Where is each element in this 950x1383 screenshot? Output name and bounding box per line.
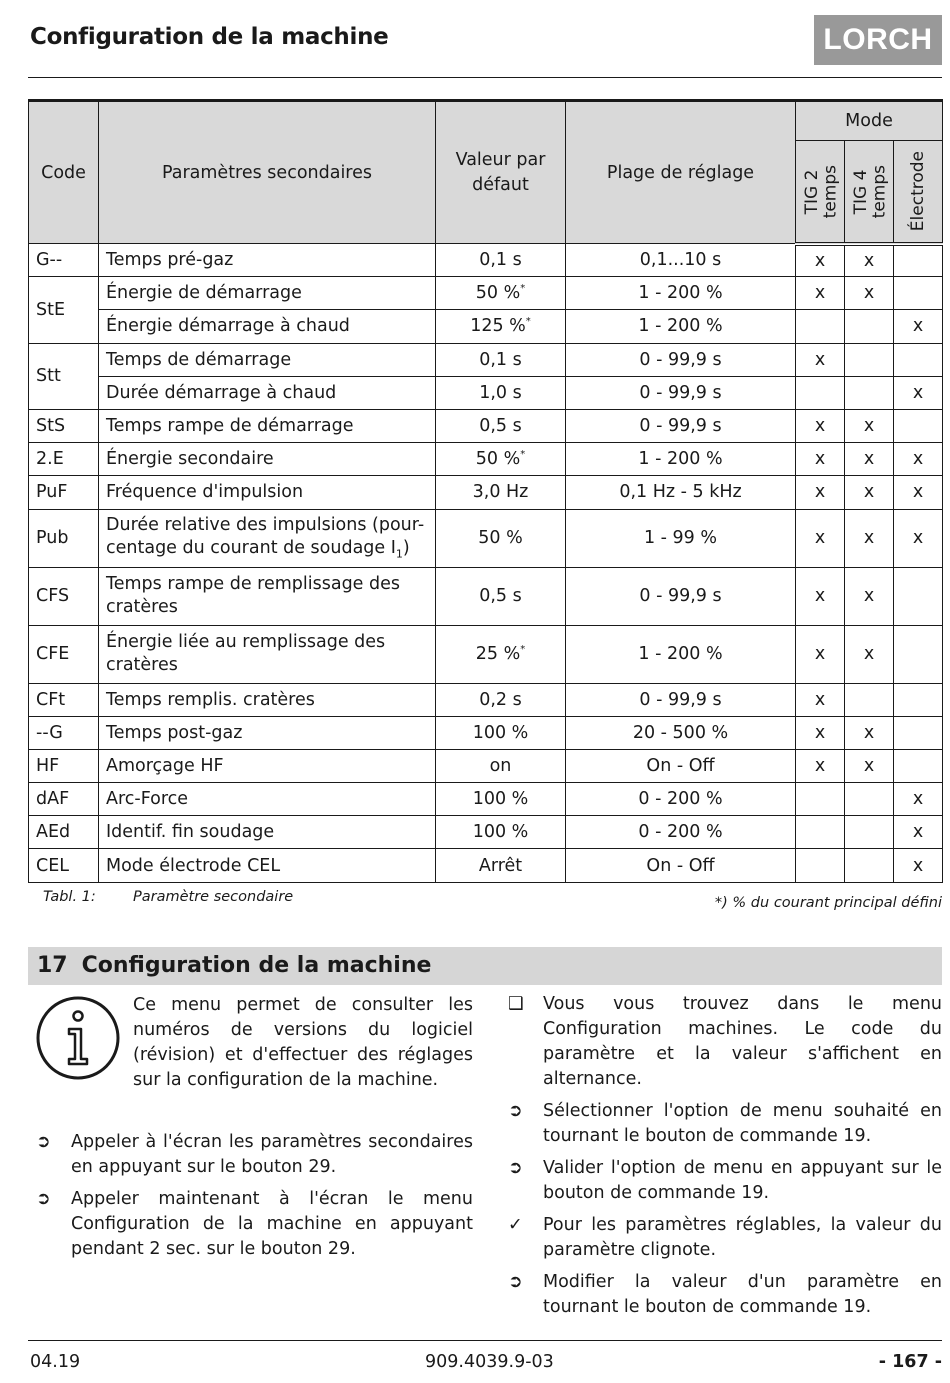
default-footnote-mark: * [525,316,531,328]
cell-mode-tig2: x [796,625,845,683]
cell-mode-electrode [894,409,943,442]
cell-param [99,343,436,376]
cell-code: Stt [29,343,99,409]
cell-mode-tig2: x [796,509,845,567]
cell-mode-tig2: x [796,244,845,277]
header-range: Plage de réglage [566,101,796,244]
footer-page-number: - 167 - [878,1352,942,1372]
instruction-text: Valider l'option de menu en appuyant sur le bouton de commande 19. [543,1158,942,1204]
header-mode-tig4 [845,141,894,244]
cell-mode-electrode: x [894,310,943,343]
instruction-text: Pour les paramètres réglables, la valeur du paramètre clignote. [543,1215,942,1261]
param-text: Énergie secondaire [106,449,274,470]
table-row [29,749,943,782]
page-title: Configuration de la machine [30,24,389,50]
cell-range: 0 - 99,9 s [566,409,796,442]
cell-range: 0 - 99,9 s [566,376,796,409]
cell-mode-tig4: x [845,509,894,567]
footer-divider [28,1340,942,1341]
cell-mode-tig2 [796,783,845,816]
table-row [29,716,943,749]
param-text: Temps post-gaz [106,722,243,743]
cell-param [99,244,436,277]
cell-code: CFS [29,567,99,625]
instruction-item [508,992,942,1092]
cell-mode-tig2: x [796,343,845,376]
cell-default [436,476,566,509]
default-value: 100 % [472,822,529,843]
cell-mode-electrode: x [894,783,943,816]
cell-param [99,783,436,816]
cell-range: On - Off [566,749,796,782]
cell-mode-electrode [894,716,943,749]
cell-code: CEL [29,849,99,882]
default-value: 0,1 s [479,250,522,271]
table-footnote: *) % du courant principal défini [714,895,942,911]
param-text: Temps pré-gaz [106,250,234,271]
header-default [436,101,566,244]
header-default-label: Valeur par défaut [455,150,546,195]
cell-default [436,310,566,343]
instruction-item [36,1187,473,1262]
secondary-parameters-table [28,99,943,883]
cell-default [436,277,566,310]
table-row [29,310,943,343]
cell-mode-tig4: x [845,716,894,749]
cell-mode-electrode [894,343,943,376]
header-mode-electrode [894,141,943,244]
cell-mode-tig4 [845,816,894,849]
header-divider [28,77,942,78]
cell-mode-tig2: x [796,476,845,509]
param-text: Identif. fin soudage [106,822,275,843]
default-value: 0,5 s [479,416,522,437]
param-text: Arc-Force [106,789,189,810]
cell-default [436,716,566,749]
default-value: 50 % [475,449,521,470]
table-row [29,625,943,683]
cell-mode-tig4: x [845,625,894,683]
cell-mode-electrode [894,244,943,277]
cell-default [436,683,566,716]
caption-label: Tabl. 1: [43,889,96,905]
cell-range: 0 - 99,9 s [566,567,796,625]
table-caption [43,889,293,905]
default-value: 25 % [475,643,521,664]
bullet-marker-icon: ➲ [36,1132,51,1152]
default-value: 0,2 s [479,689,522,710]
cell-code: PuF [29,476,99,509]
cell-default [436,749,566,782]
table-row [29,376,943,409]
cell-param [99,683,436,716]
table-row [29,849,943,882]
cell-param [99,716,436,749]
cell-param [99,625,436,683]
instruction-text: Modifier la valeur d'un paramètre en tournant le bouton de commande 19. [543,1272,942,1318]
default-value: 50 % [475,283,521,304]
default-value: 125 % [470,316,526,337]
table-row [29,343,943,376]
cell-default [436,625,566,683]
caption-text: Paramètre secondaire [133,889,294,905]
table-row [29,816,943,849]
cell-range: 20 - 500 % [566,716,796,749]
cell-mode-tig4: x [845,476,894,509]
cell-mode-tig4 [845,343,894,376]
header-code: Code [29,101,99,244]
cell-default [436,244,566,277]
cell-param [99,443,436,476]
param-text: Temps rampe de remplissage des cratères [106,574,401,617]
cell-default [436,849,566,882]
default-value: on [489,755,512,776]
cell-mode-tig4 [845,310,894,343]
cell-range: 1 - 200 % [566,625,796,683]
cell-range: On - Off [566,849,796,882]
cell-default [436,509,566,567]
param-subscript: 1 [395,547,403,561]
cell-mode-electrode: x [894,443,943,476]
section-intro: Ce menu permet de consulter les numéros de versions du logiciel (révision) et d'effectuer des réglages sur la configuration de la machine. [133,995,473,1091]
cell-mode-electrode [894,683,943,716]
header-mode: Mode [796,101,943,141]
param-text: Fréquence d'impulsion [106,482,304,503]
cell-default [436,816,566,849]
cell-mode-electrode [894,277,943,310]
cell-mode-tig4 [845,783,894,816]
brand-logo: LORCH [814,15,942,65]
cell-mode-tig2 [796,849,845,882]
default-value: 0,5 s [479,585,522,606]
default-value: Arrêt [478,855,523,876]
cell-range: 0 - 99,9 s [566,683,796,716]
bullet-marker-icon: ➲ [36,1189,51,1210]
bullet-marker-icon: ➲ [508,1158,523,1179]
param-text: Énergie de démarrage [106,283,302,304]
cell-default [436,443,566,476]
param-text: Amorçage HF [106,755,224,776]
param-text: Durée relative des impulsions (pour- centage du courant de soudage I [106,515,425,558]
cell-mode-tig4: x [845,409,894,442]
cell-mode-electrode [894,567,943,625]
cell-code: CFt [29,683,99,716]
default-footnote-mark: * [520,643,526,655]
table-row [29,443,943,476]
param-text: Temps rampe de démarrage [106,416,354,437]
cell-default [436,376,566,409]
bullet-marker-icon: ✓ [508,1215,523,1236]
cell-mode-tig2: x [796,277,845,310]
cell-code: StE [29,277,99,343]
cell-param [99,376,436,409]
cell-mode-tig4: x [845,277,894,310]
param-text: Temps remplis. cratères [106,689,315,710]
cell-default [436,783,566,816]
cell-code: G-- [29,244,99,277]
cell-mode-tig2: x [796,749,845,782]
cell-mode-tig4: x [845,244,894,277]
cell-code: dAF [29,783,99,816]
cell-range: 0 - 200 % [566,816,796,849]
cell-range: 1 - 200 % [566,277,796,310]
cell-param [99,849,436,882]
cell-code: AEd [29,816,99,849]
instructions-right [508,992,942,1327]
cell-param [99,409,436,442]
instruction-text: Vous vous trouvez dans le menu Configuration machines. Le code du paramètre et la valeur s'affichent en alternance. [543,994,942,1090]
instruction-text: Appeler maintenant à l'écran le menu Configuration de la machine en appuyant pendant 2 sec. sur le bouton 29. [71,1189,473,1260]
param-text: Mode électrode CEL [106,855,281,876]
default-footnote-mark: * [520,283,526,295]
cell-mode-tig2 [796,310,845,343]
mode-tig2-label: TIG 2 temps [802,164,841,218]
table-row [29,476,943,509]
instruction-text: Appeler à l'écran les paramètres secondaires en appuyant sur le bouton 29. [71,1132,473,1178]
cell-mode-tig2 [796,816,845,849]
cell-mode-electrode [894,625,943,683]
instructions-left [36,1130,473,1269]
cell-mode-electrode: x [894,476,943,509]
cell-default [436,343,566,376]
table-row [29,277,943,310]
cell-param [99,816,436,849]
default-value: 50 % [478,527,523,548]
section-title: Configuration de la machine [81,953,432,978]
instruction-item [508,1099,942,1149]
bullet-marker-icon: ➲ [508,1272,523,1293]
cell-mode-tig4: x [845,443,894,476]
cell-range: 1 - 200 % [566,310,796,343]
table-row [29,683,943,716]
cell-mode-electrode: x [894,849,943,882]
table-row [29,783,943,816]
table-row [29,244,943,277]
footer-doc-number: 909.4039.9-03 [425,1352,554,1372]
footer-date: 04.19 [30,1352,81,1372]
param-text: Durée démarrage à chaud [106,382,337,403]
cell-mode-tig2: x [796,409,845,442]
cell-range: 1 - 200 % [566,443,796,476]
param-text: Énergie liée au remplissage des cratères [106,632,386,675]
cell-param [99,749,436,782]
header-mode-tig2 [796,141,845,244]
bullet-marker-icon: ➲ [508,1101,523,1122]
cell-mode-tig2: x [796,443,845,476]
cell-default [436,567,566,625]
cell-param [99,277,436,310]
instruction-item [508,1156,942,1206]
cell-code: Pub [29,509,99,567]
cell-range: 0 - 200 % [566,783,796,816]
cell-mode-tig2 [796,376,845,409]
cell-mode-tig4: x [845,567,894,625]
cell-param [99,310,436,343]
header-param: Paramètres secondaires [99,101,436,244]
cell-param [99,476,436,509]
instruction-item [36,1130,473,1180]
default-value: 100 % [472,722,529,743]
param-text: Temps de démarrage [106,349,292,370]
param-text: Énergie démarrage à chaud [106,316,350,337]
table-row [29,567,943,625]
info-icon [35,995,121,1081]
mode-tig4-label: TIG 4 temps [851,164,890,218]
cell-mode-tig2: x [796,567,845,625]
cell-range: 0 - 99,9 s [566,343,796,376]
cell-mode-electrode [894,749,943,782]
cell-mode-electrode: x [894,376,943,409]
section-heading [28,947,942,985]
cell-code: --G [29,716,99,749]
param-end: ) [402,537,410,558]
mode-electrode-label: Électrode [907,151,928,232]
default-value: 3,0 Hz [472,482,529,503]
section-number: 17 [37,953,68,978]
cell-mode-tig2: x [796,716,845,749]
bullet-marker-icon: ❑ [508,994,524,1014]
cell-range: 1 - 99 % [566,509,796,567]
default-value: 100 % [472,789,529,810]
cell-mode-tig4 [845,683,894,716]
cell-code: HF [29,749,99,782]
table-row [29,409,943,442]
cell-param [99,509,436,567]
cell-range: 0,1...10 s [566,244,796,277]
cell-code: StS [29,409,99,442]
instruction-item [508,1270,942,1320]
cell-mode-tig2: x [796,683,845,716]
cell-mode-tig4 [845,849,894,882]
default-value: 0,1 s [479,349,522,370]
cell-mode-tig4: x [845,749,894,782]
default-value: 1,0 s [479,382,522,403]
cell-param [99,567,436,625]
cell-range: 0,1 Hz - 5 kHz [566,476,796,509]
instruction-text: Sélectionner l'option de menu souhaité en tournant le bouton de commande 19. [543,1101,942,1147]
default-footnote-mark: * [520,449,526,461]
table-row [29,509,943,567]
cell-default [436,409,566,442]
cell-mode-tig4 [845,376,894,409]
cell-code: 2.E [29,443,99,476]
cell-mode-electrode: x [894,816,943,849]
instruction-item [508,1213,942,1263]
cell-mode-electrode: x [894,509,943,567]
cell-code: CFE [29,625,99,683]
